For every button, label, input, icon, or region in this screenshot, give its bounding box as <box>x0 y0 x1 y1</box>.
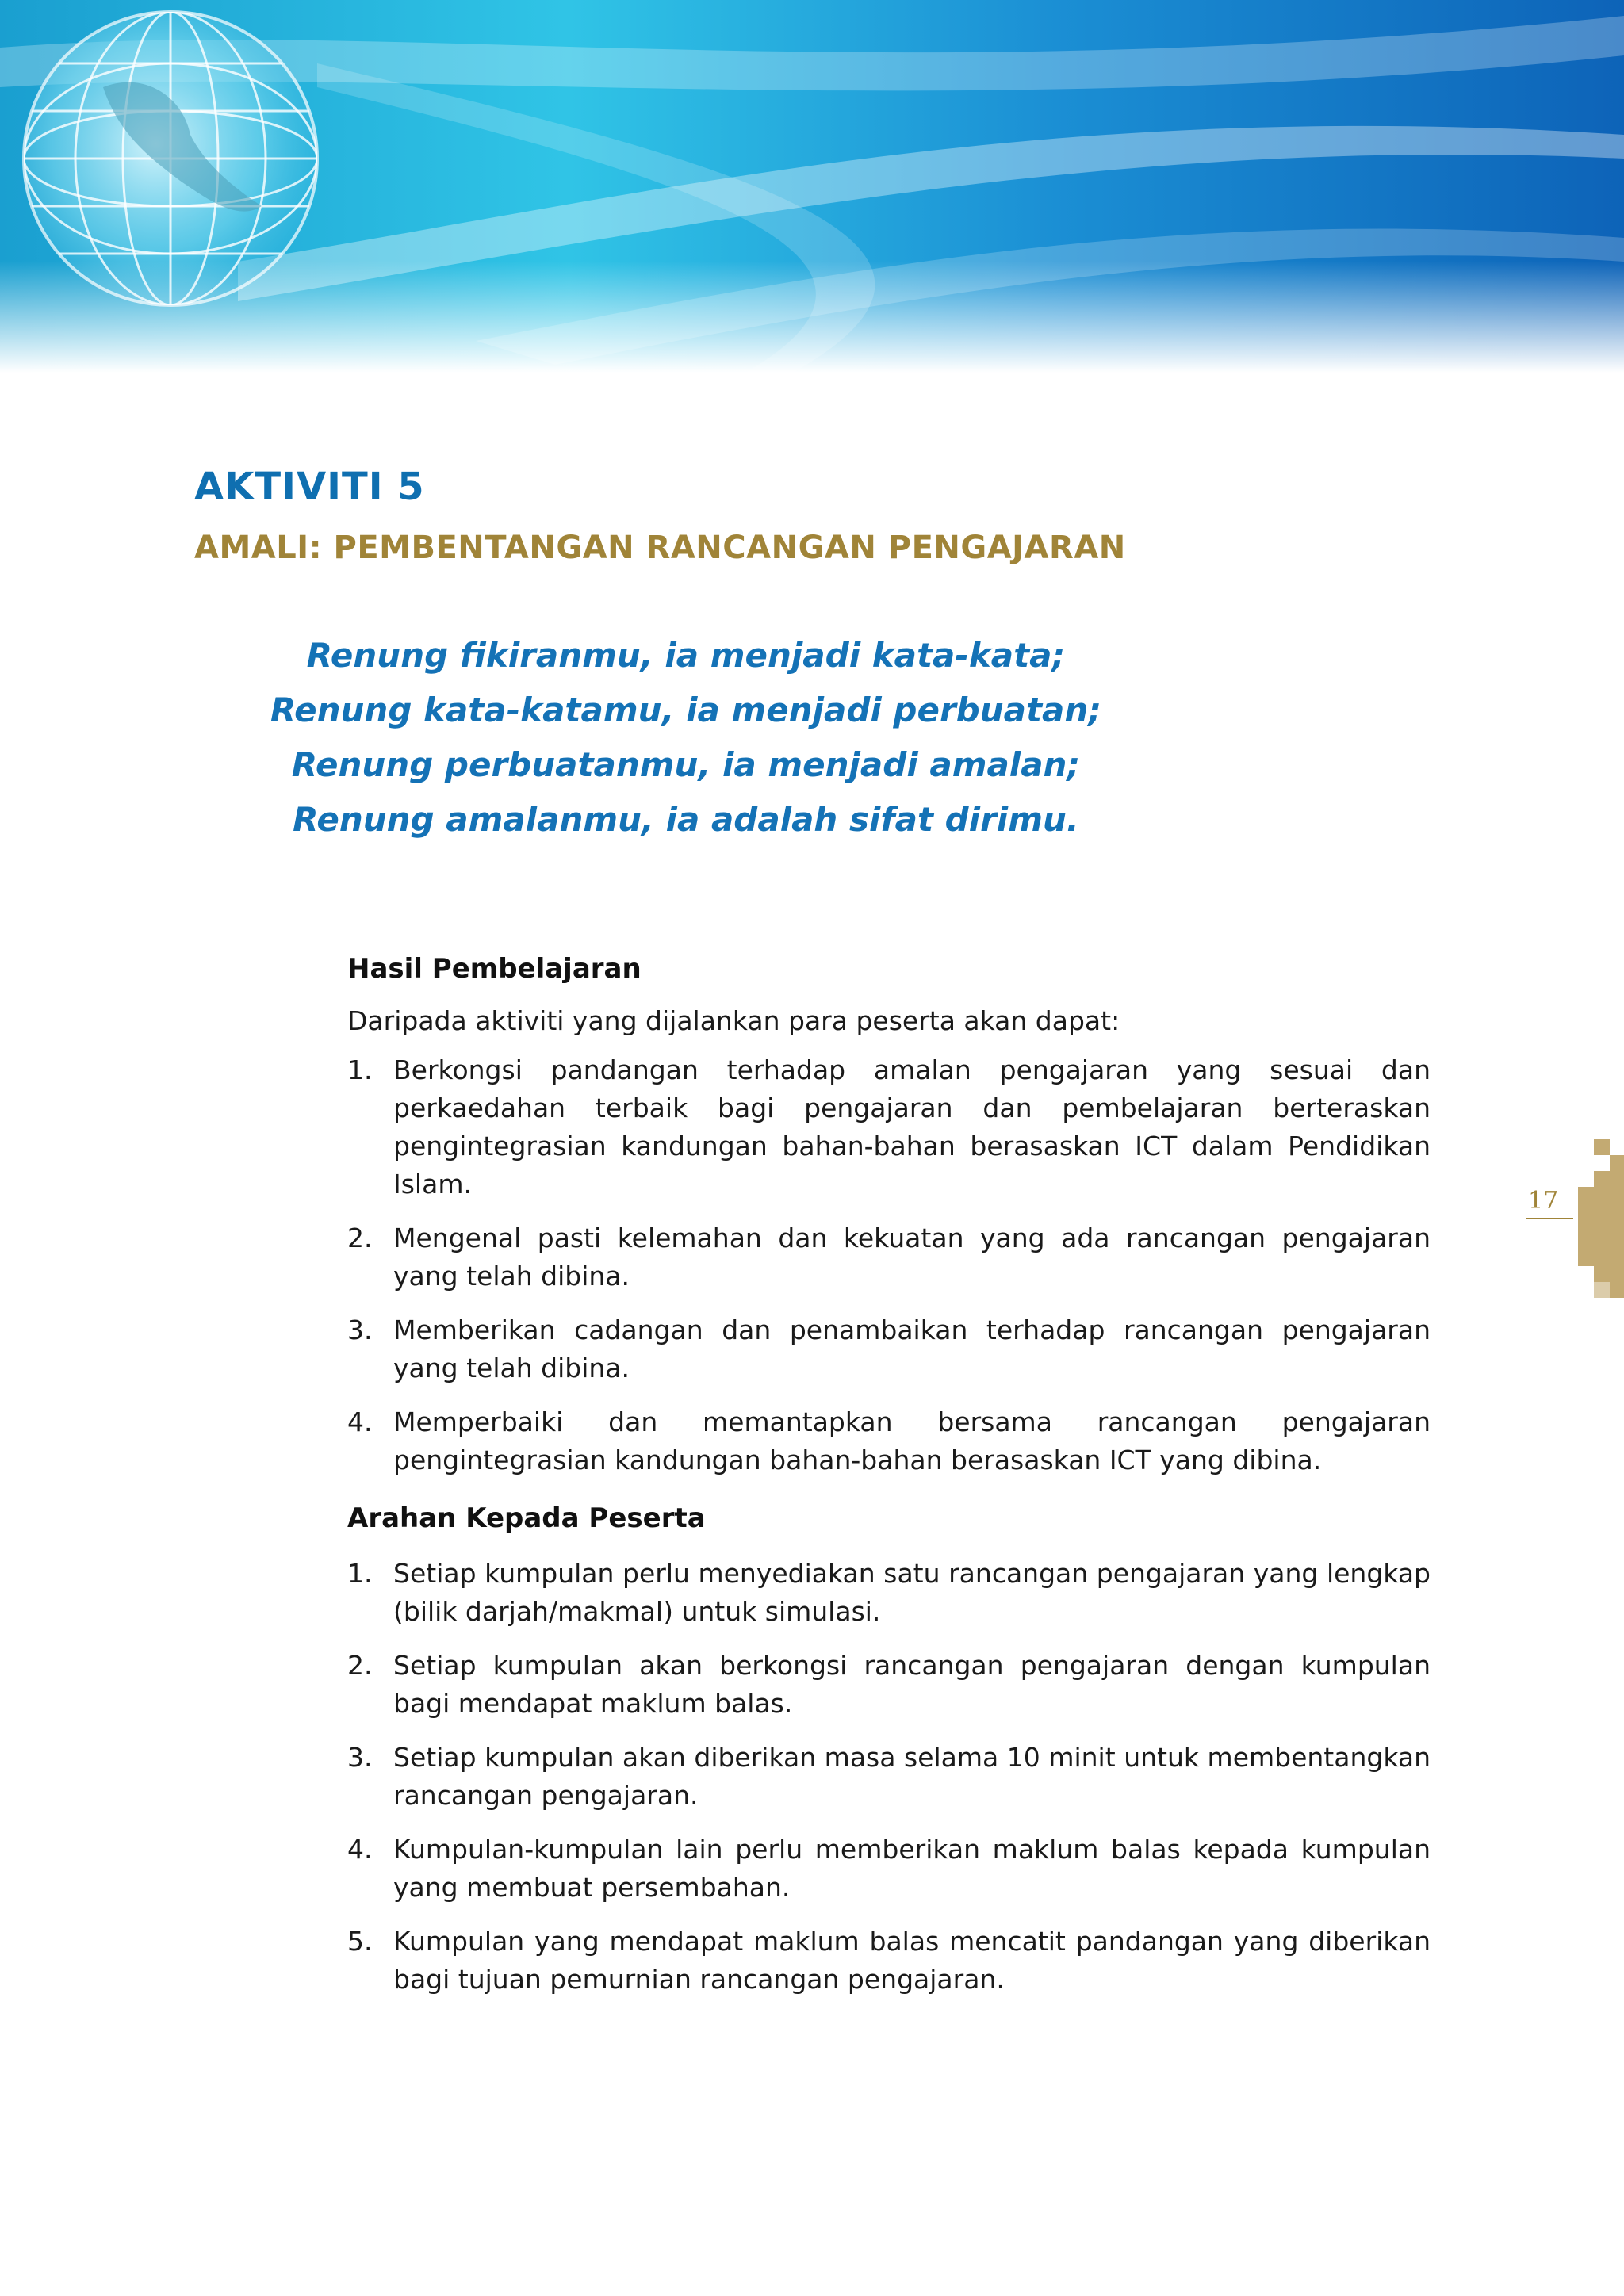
item-number: 4. <box>347 1406 373 1437</box>
item-text: Setiap kumpulan perlu menyediakan satu rancangan pengajaran yang lengkap (bilik darjah/makmal) untuk simulasi. <box>393 1558 1431 1627</box>
item-text: Setiap kumpulan akan berkongsi rancangan pengajaran dengan kumpulan bagi mendapat maklum balas. <box>393 1650 1431 1719</box>
item-number: 1. <box>347 1558 373 1589</box>
list-item <box>347 1831 1431 1907</box>
learning-outcomes-section <box>347 950 1431 1495</box>
item-text: Kumpulan yang mendapat maklum balas mencatit pandangan yang diberikan bagi tujuan pemurnian rancangan pengajaran. <box>393 1926 1431 1995</box>
instructions-list <box>347 1555 1431 1999</box>
item-text: Memperbaiki dan memantapkan bersama rancangan pengajaran pengintegrasian kandungan bahan-bahan berasaskan ICT yang dibina. <box>393 1406 1431 1475</box>
section-intro: Daripada aktiviti yang dijalankan para peserta akan dapat: <box>347 1005 1120 1036</box>
item-text: Setiap kumpulan akan diberikan masa selama 10 minit untuk membentangkan rancangan pengajaran. <box>393 1742 1431 1811</box>
quote-block <box>194 628 1178 847</box>
item-number: 2. <box>347 1223 373 1253</box>
outcomes-list <box>347 1051 1431 1479</box>
item-text: Memberikan cadangan dan penambaikan terhadap rancangan pengajaran yang telah dibina. <box>393 1314 1431 1383</box>
page-number-rule <box>1526 1218 1573 1219</box>
item-number: 3. <box>347 1742 373 1773</box>
item-number: 3. <box>347 1314 373 1345</box>
item-number: 4. <box>347 1834 373 1865</box>
list-item <box>347 1051 1431 1203</box>
item-text: Mengenal pasti kelemahan dan kekuatan yang ada rancangan pengajaran yang telah dibina. <box>393 1223 1431 1292</box>
quote-line: Renung perbuatanmu, ia menjadi amalan; <box>291 745 1081 784</box>
item-text: Berkongsi pandangan terhadap amalan pengajaran yang sesuai dan perkaedahan terbaik bagi pengajaran dan pembelajaran berteraskan pengintegrasian kandungan bahan-bahan berasaskan ICT dalam Pendidikan Islam. <box>393 1054 1431 1200</box>
quote-line: Renung kata-katamu, ia menjadi perbuatan; <box>270 691 1102 729</box>
list-item <box>347 1311 1431 1387</box>
quote-line: Renung fikiranmu, ia menjadi kata-kata; <box>306 636 1066 675</box>
list-item <box>347 1219 1431 1295</box>
instructions-section <box>347 1499 1431 2015</box>
item-number: 1. <box>347 1054 373 1085</box>
section-heading: Arahan Kepada Peserta <box>347 1502 706 1534</box>
section-heading: Hasil Pembelajaran <box>347 953 642 985</box>
quote-line: Renung amalanmu, ia adalah sifat dirimu. <box>293 800 1079 839</box>
header-banner <box>0 0 1624 373</box>
item-text: Kumpulan-kumpulan lain perlu memberikan maklum balas kepada kumpulan yang membuat persembahan. <box>393 1834 1431 1903</box>
item-number: 5. <box>347 1926 373 1957</box>
activity-subtitle: AMALI: PEMBENTANGAN RANCANGAN PENGAJARAN <box>194 530 1126 566</box>
activity-title: AKTIVITI 5 <box>194 465 425 509</box>
banner-graphic <box>0 0 1624 373</box>
list-item <box>347 1923 1431 1999</box>
list-item <box>347 1739 1431 1815</box>
page-number: 17 <box>1528 1187 1559 1215</box>
list-item <box>347 1555 1431 1631</box>
list-item <box>347 1647 1431 1723</box>
list-item <box>347 1403 1431 1479</box>
item-number: 2. <box>347 1650 373 1681</box>
